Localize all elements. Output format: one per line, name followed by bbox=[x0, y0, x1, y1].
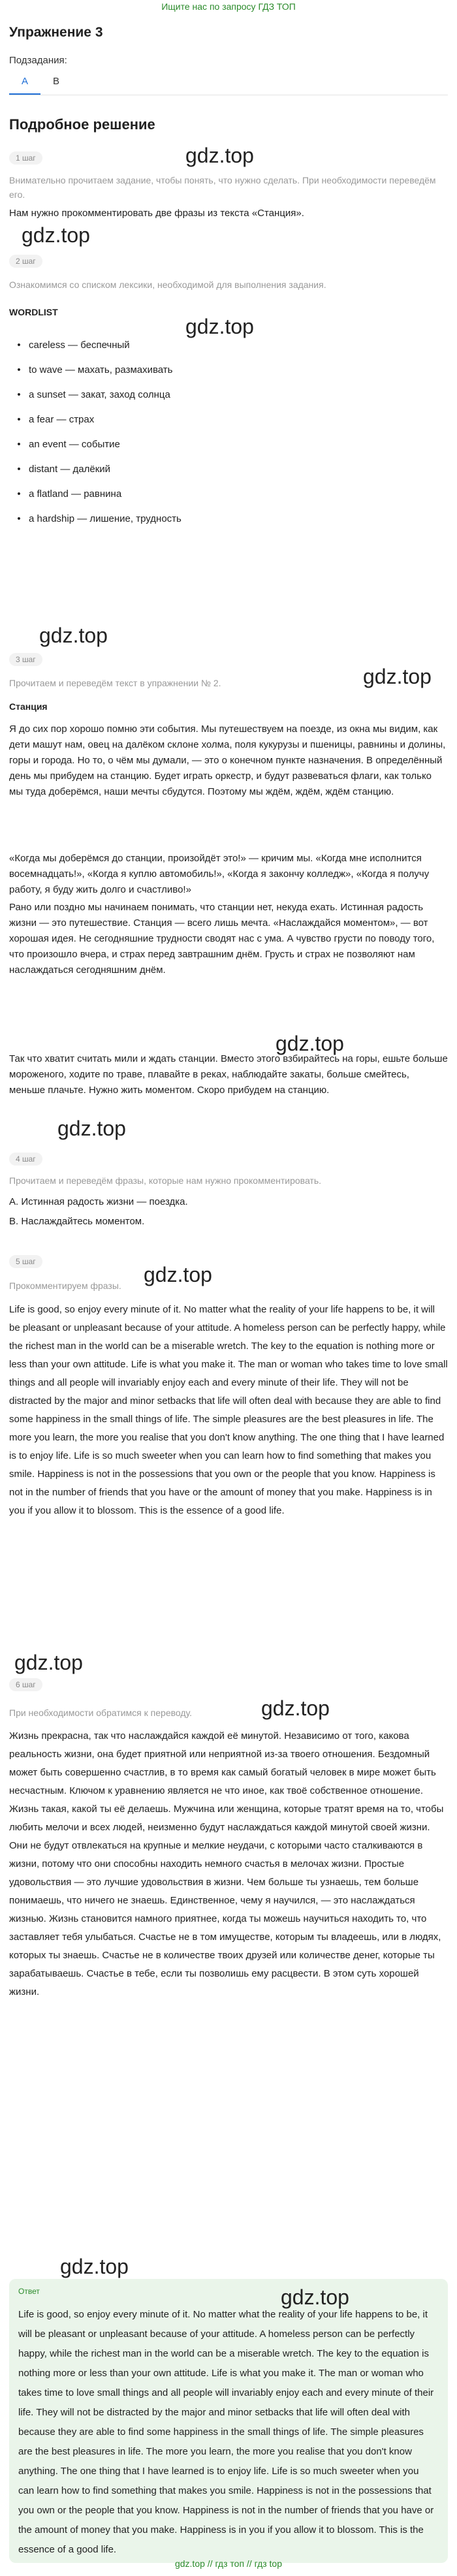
step-badge: 4 шаг bbox=[9, 1153, 42, 1166]
watermark: gdz.top bbox=[185, 144, 254, 167]
answer-label: Ответ bbox=[18, 2287, 40, 2296]
watermark: gdz.top bbox=[39, 624, 108, 647]
comment-text: Life is good, so enjoy every minute of it. No matter what the reality of your life happens to be, it will be pleasant or unpleasant because of your attitude. A homeless person can be perfectly happy, while the richest man in the world can be a miserable wretch. The key to the equation is nothing more or less than your own attitude. Life is what you make it. The man or woman who takes time to love small things and all people will invariably enjoy each and every minute of their life. They will not be distracted by the major and minor setbacks that life will often deal with because they are able to find some happiness in the small things of life. The simple pleasures are the best pleasures in life. The more you learn, the more you realise that you don't know anything. The one thing that I have learned is to enjoy life. Life is so much sweeter when you can learn how to find something that makes you smile. Happiness is not in the possessions that you own or the people that you know. Happiness is not in the number of friends that you have or the amount of money that you make. Happiness is in you if you allow it to blossom. This is the essence of a good life. bbox=[9, 1304, 448, 1516]
step-description: Прокомментируем фразы. bbox=[9, 1280, 121, 1291]
watermark: gdz.top bbox=[14, 1651, 83, 1674]
watermark: gdz.top bbox=[144, 1263, 212, 1286]
step-description: Прочитаем и переведём фразы, которые нам нужно прокомментировать. bbox=[9, 1175, 322, 1186]
step-description: Ознакомимся со списком лексики, необходимой для выполнения задания. bbox=[9, 279, 326, 290]
text-paragraph: Я до сих пор хорошо помню эти события. Мы путешествуем на поезде, из окна мы видим, как дети машут нам, овец на далёком склоне холма, поля кукурузы и пшеницы, равнины и долины, горы и города. Но то, о чём мы думали, — это о конечном пункте назначения. В определённый день мы прибудем на станцию. Будет играть оркестр, и будут развеваться флаги, как только мы туда доберёмся, наши мечты сбудутся. Поэтому мы ждём, ждём, ждём станцию. bbox=[9, 724, 446, 797]
watermark: gdz.top bbox=[363, 665, 432, 688]
text-paragraph: Рано или поздно мы начинаем понимать, что станции нет, некуда ехать. Истинная радость жизни — это путешествие. Станция — всего лишь мечта. «Наслаждайся моментом», — вот хорошая идея. Не сегодняшние трудности сводят нас с ума. А чувство грусти по поводу того, что произошло вчера, и страх перед завтрашним днём. Грусть и страх не позволяют нам наслаждаться сегодняшним днём. bbox=[9, 902, 435, 976]
translation-text: Жизнь прекрасна, так что наслаждайся каждой её минутой. Независимо от того, какова реальность жизни, она будет приятной или неприятной из-за твоего отношения. Бездомный может быть совершенно счастлив, в то время как самый богатый человек в мире может быть несчастным. Ключом к уравнению является не что иное, как твоё собственное отношение. Жизнь такая, какой ты её делаешь. Мужчина или женщина, которые тратят время на то, чтобы любить мелочи и всех людей, неизменно будут наслаждаться каждой минутой своей жизни. Они не будут отвлекаться на крупные и мелкие неудачи, с которыми часто сталкиваются в жизни, потому что они способны находить немного счастья в мелочах жизни. Простые удовольствия — это лучшие удовольствия в жизни. Чем больше ты узнаешь, тем больше понимаешь, что ничего не знаешь. Единственное, чему я научился, — это наслаждаться жизнью. Жизнь становится намного приятнее, когда ты можешь научиться находить то, что заставляет тебя улыбаться. Счастье не в том имуществе, которым ты владеешь, или в людях, которых ты знаешь. Счастье не в количестве твоих друзей или количестве денег, которые ты зарабатываешь. Счастье в тебе, если ты позволишь ему расцвести. В этом суть хорошей жизни. bbox=[9, 1730, 444, 1997]
list-item: • a hardship — лишение, трудность bbox=[9, 507, 181, 532]
answer-text: Life is good, so enjoy every minute of it. No matter what the reality of your life happens to be, it will be pleasant or unpleasant because of your attitude. A homeless person can be perfectly happy, while the richest man in the world can be a miserable wretch. The key to the equation is nothing more or less than your own attitude. Life is what you make it. The man or woman who takes time to love small things and all people will invariably enjoy each and every minute of their life. They will not be distracted by the major and minor setbacks that life will often deal with because they are able to find some happiness in the small things of life. The simple pleasures are the best pleasures in life. The more you learn, the more you realise that you don't know anything. The one thing that I have learned is to enjoy life. Life is so much sweeter when you can learn how to find something that makes you smile. Happiness is not in the possessions that you own or the people that you know. Happiness is not in the number of friends that you have or the amount of money that you make. Happiness is in you if you allow it to blossom. This is the essence of a good life. bbox=[18, 2309, 434, 2555]
step-description: Прочитаем и переведём текст в упражнении № 2. bbox=[9, 678, 221, 688]
subtasks-label: Подзадания: bbox=[9, 55, 67, 66]
step-badge: 6 шаг bbox=[9, 1678, 42, 1691]
phrase-a: A. Истинная радость жизни — поездка. bbox=[9, 1196, 188, 1207]
top-banner bbox=[0, 0, 457, 14]
text-paragraph: Так что хватит считать мили и ждать станции. Вместо этого взбирайтесь на горы, ешьте больше мороженого, ходите по траве, плавайте в реках, наблюдайте закаты, больше смейтесь, меньше плачьте. Нужно жить моментом. Скоро прибудем на станцию. bbox=[9, 1053, 448, 1096]
wordlist bbox=[9, 333, 181, 532]
watermark: gdz.top bbox=[22, 223, 90, 247]
answer-box bbox=[9, 2279, 448, 2563]
search-promo-link[interactable]: Ищите нас по запросу ГДЗ ТОП bbox=[161, 1, 296, 12]
text-paragraph: «Когда мы доберёмся до станции, произойдёт это!» — кричим мы. «Когда мне исполнится восемнадцать!», «Когда я куплю автомобиль!», «Когда я закончу колледж», «Когда я получу работу, я буду жить долго и счастливо!» bbox=[9, 853, 430, 895]
step-badge: 5 шаг bbox=[9, 1255, 42, 1268]
footer-links[interactable]: gdz.top // гдз топ // гдз top bbox=[174, 2558, 283, 2569]
section-title: Подробное решение bbox=[9, 116, 155, 133]
watermark: gdz.top bbox=[60, 2255, 129, 2278]
watermark: gdz.top bbox=[57, 1117, 126, 1140]
step-text: Нам нужно прокомментировать две фразы из текста «Станция». bbox=[9, 208, 304, 219]
step-badge: 1 шаг bbox=[9, 151, 42, 165]
list-item: • careless — беспечный bbox=[9, 333, 181, 358]
phrase-b: B. Наслаждайтесь моментом. bbox=[9, 1216, 145, 1227]
step-badge: 3 шаг bbox=[9, 653, 42, 666]
list-item: • a sunset — закат, заход солнца bbox=[9, 383, 181, 407]
subtask-tabs bbox=[9, 73, 72, 95]
wordlist-label: WORDLIST bbox=[9, 307, 58, 317]
list-item: • to wave — махать, размахивать bbox=[9, 358, 181, 383]
list-item: • an event — событие bbox=[9, 432, 181, 457]
watermark: gdz.top bbox=[261, 1696, 330, 1720]
subtask-tab-b[interactable]: B bbox=[52, 76, 59, 87]
list-item: • a flatland — равнина bbox=[9, 482, 181, 507]
list-item: • a fear — страх bbox=[9, 407, 181, 432]
watermark: gdz.top bbox=[276, 1032, 344, 1055]
watermark: gdz.top bbox=[185, 315, 254, 338]
exercise-title: Упражнение 3 bbox=[9, 25, 103, 40]
step-description: При необходимости обратимся к переводу. bbox=[9, 1708, 193, 1718]
watermark: gdz.top bbox=[281, 2285, 349, 2309]
list-item: • distant — далёкий bbox=[9, 457, 181, 482]
subtask-tab-a[interactable]: A bbox=[9, 73, 40, 95]
step-description: Внимательно прочитаем задание, чтобы понять, что нужно сделать. При необходимости переведём его. bbox=[9, 175, 436, 200]
text-title: Станция bbox=[9, 701, 48, 712]
step-badge: 2 шаг bbox=[9, 255, 42, 268]
